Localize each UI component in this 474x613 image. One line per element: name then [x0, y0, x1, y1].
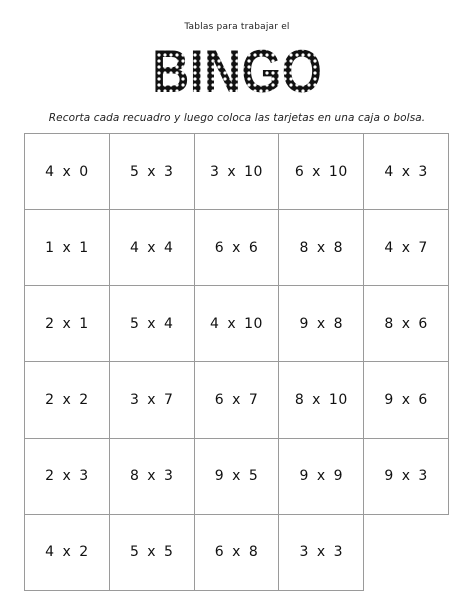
bingo-card[interactable]: 4 x 2: [25, 515, 110, 591]
bingo-card[interactable]: 5 x 4: [110, 286, 195, 362]
bingo-card[interactable]: 8 x 6: [364, 286, 449, 362]
bingo-card[interactable]: 9 x 8: [279, 286, 364, 362]
bingo-card[interactable]: 6 x 6: [195, 210, 280, 286]
bingo-card[interactable]: 6 x 7: [195, 362, 280, 438]
bingo-card[interactable]: 8 x 10: [279, 362, 364, 438]
bingo-card[interactable]: 2 x 2: [25, 362, 110, 438]
bingo-card[interactable]: 9 x 5: [195, 439, 280, 515]
bingo-card[interactable]: 5 x 3: [110, 134, 195, 210]
bingo-title-text: BINGO: [152, 40, 322, 100]
bingo-card[interactable]: 4 x 0: [25, 134, 110, 210]
bingo-card[interactable]: 9 x 3: [364, 439, 449, 515]
empty-cell: [364, 515, 449, 591]
bingo-card[interactable]: 6 x 10: [279, 134, 364, 210]
bingo-card[interactable]: 9 x 9: [279, 439, 364, 515]
bingo-card[interactable]: 4 x 10: [195, 286, 280, 362]
bingo-card[interactable]: 1 x 1: [25, 210, 110, 286]
subtitle: Tablas para trabajar el: [184, 22, 290, 32]
bingo-card[interactable]: 8 x 3: [110, 439, 195, 515]
bingo-card[interactable]: 3 x 10: [195, 134, 280, 210]
bingo-card[interactable]: 5 x 5: [110, 515, 195, 591]
bingo-card[interactable]: 2 x 1: [25, 286, 110, 362]
bingo-title-dots: BINGO: [152, 40, 322, 100]
instructions: Recorta cada recuadro y luego coloca las tarjetas en una caja o bolsa.: [48, 112, 426, 124]
bingo-card[interactable]: 3 x 7: [110, 362, 195, 438]
bingo-card[interactable]: 4 x 7: [364, 210, 449, 286]
bingo-card[interactable]: 4 x 3: [364, 134, 449, 210]
bingo-card[interactable]: 4 x 4: [110, 210, 195, 286]
bingo-card-grid: [24, 133, 449, 591]
bingo-card[interactable]: 8 x 8: [279, 210, 364, 286]
bingo-card[interactable]: 2 x 3: [25, 439, 110, 515]
bingo-card[interactable]: 9 x 6: [364, 362, 449, 438]
bingo-card[interactable]: 6 x 8: [195, 515, 280, 591]
bingo-title: [150, 40, 324, 100]
bingo-card[interactable]: 3 x 3: [279, 515, 364, 591]
